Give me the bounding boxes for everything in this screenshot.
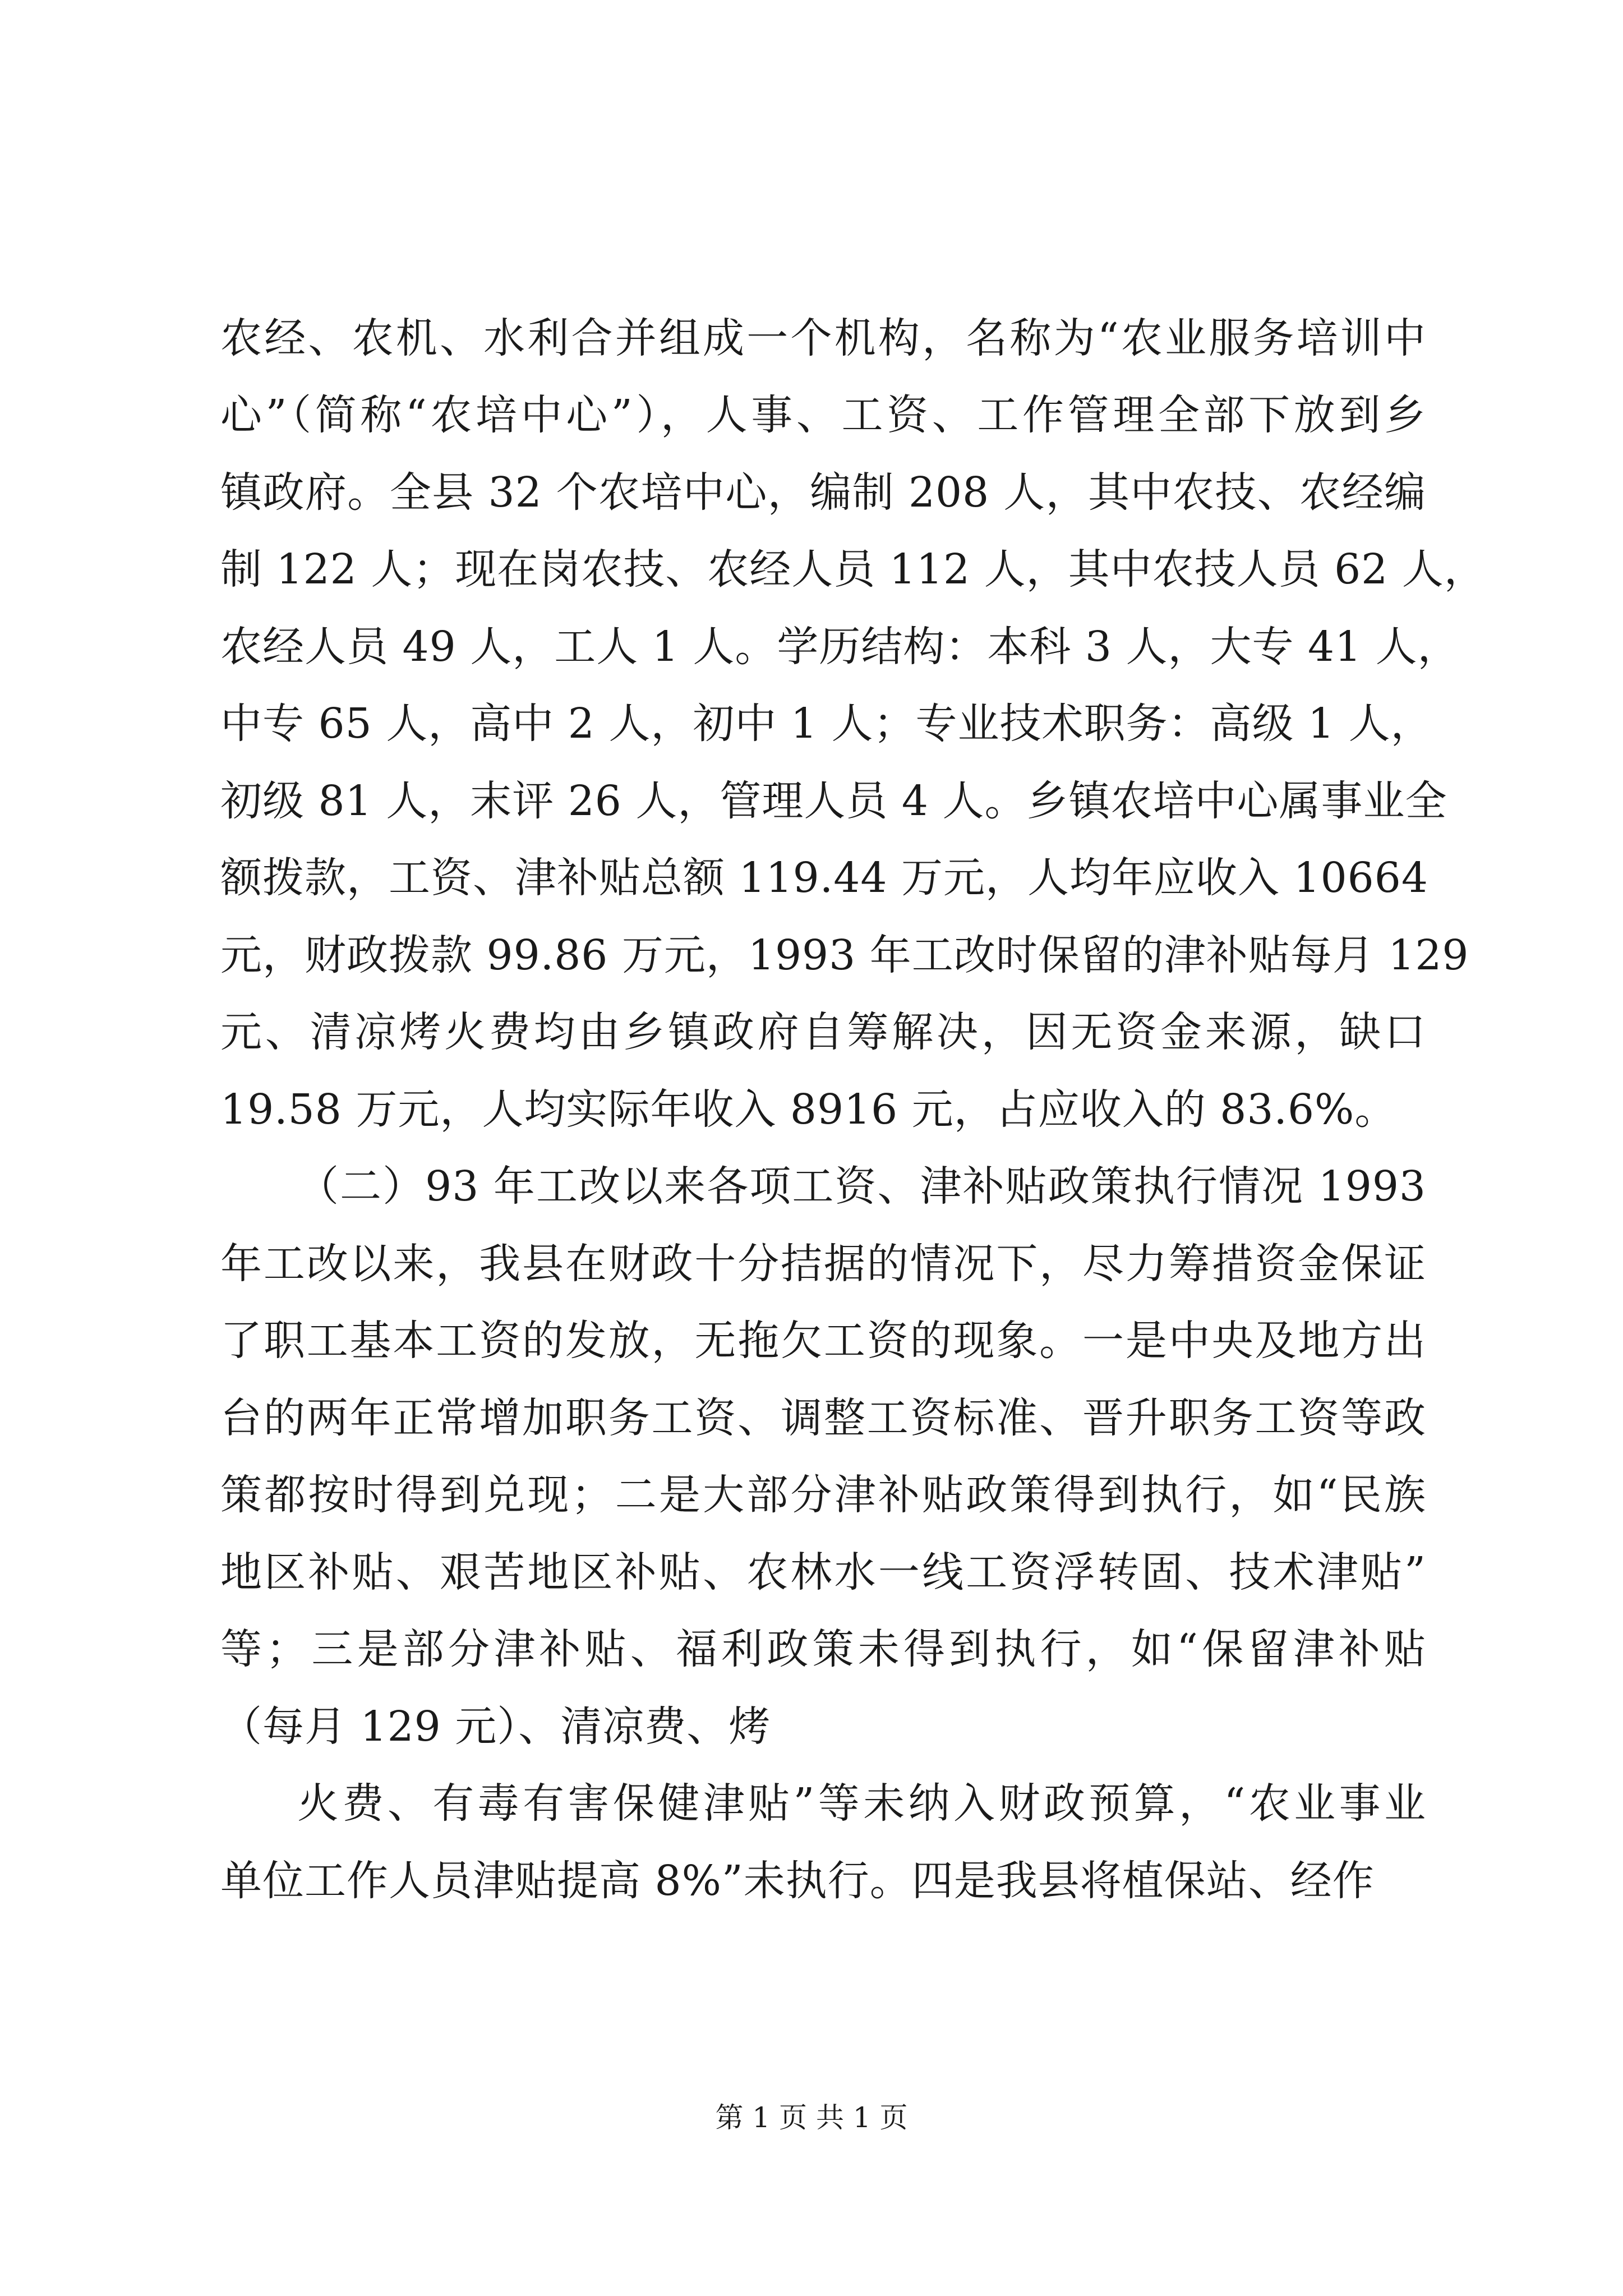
- body-text-line: 元、清凉烤火费均由乡镇政府自筹解决，因无资金来源，缺口: [220, 1008, 1426, 1056]
- body-text-line: 农经人员 49 人，工人 1 人。学历结构：本科 3 人，大专 41 人，: [220, 623, 1460, 671]
- body-text-line: 等；三是部分津补贴、福利政策未得到执行，如“保留津补贴: [220, 1625, 1426, 1673]
- body-text-line: 初级 81 人，末评 26 人，管理人员 4 人。乡镇农培中心属事业全: [220, 777, 1447, 825]
- body-text-line: 单位工作人员津贴提高 8%”未执行。四是我县将植保站、经作: [220, 1857, 1375, 1905]
- body-text-line: 心”（简称“农培中心”），人事、工资、工作管理全部下放到乡: [220, 391, 1426, 439]
- body-text-line: 19.58 万元，人均实际年收入 8916 元，占应收入的 83.6%。: [220, 1085, 1397, 1134]
- body-text-line: 地区补贴、艰苦地区补贴、农林水一线工资浮转固、技术津贴”: [220, 1548, 1426, 1596]
- body-text-line: （每月 129 元）、清凉费、烤: [220, 1703, 771, 1751]
- body-text-line: 元，财政拨款 99.86 万元，1993 年工改时保留的津补贴每月 129: [220, 931, 1469, 979]
- body-text-line: 了职工基本工资的发放，无拖欠工资的现象。一是中央及地方出: [220, 1317, 1426, 1365]
- section-heading-line: （二）93 年工改以来各项工资、津补贴政策执行情况 1993: [297, 1162, 1426, 1211]
- body-text-line: 火费、有毒有害保健津贴”等未纳入财政预算，“农业事业: [297, 1779, 1426, 1828]
- body-text-line: 策都按时得到兑现；二是大部分津补贴政策得到执行，如“民族: [220, 1471, 1426, 1519]
- body-text-line: 中专 65 人，高中 2 人，初中 1 人；专业技术职务：高级 1 人，: [220, 700, 1433, 748]
- body-text-line: 年工改以来，我县在财政十分拮据的情况下，尽力筹措资金保证: [220, 1240, 1426, 1288]
- page-number-footer: 第 1 页 共 1 页: [715, 2101, 908, 2134]
- body-text-line: 镇政府。全县 32 个农培中心，编制 208 人，其中农技、农经编: [220, 468, 1426, 517]
- body-text-line: 台的两年正常增加职务工资、调整工资标准、晋升职务工资等政: [220, 1394, 1426, 1442]
- body-text-line: 制 122 人；现在岗农技、农经人员 112 人，其中农技人员 62 人，: [220, 545, 1486, 593]
- body-text-line: 农经、农机、水利合并组成一个机构，名称为“农业服务培训中: [220, 314, 1426, 362]
- body-text-line: 额拨款，工资、津补贴总额 119.44 万元，人均年应收入 10664: [220, 854, 1428, 902]
